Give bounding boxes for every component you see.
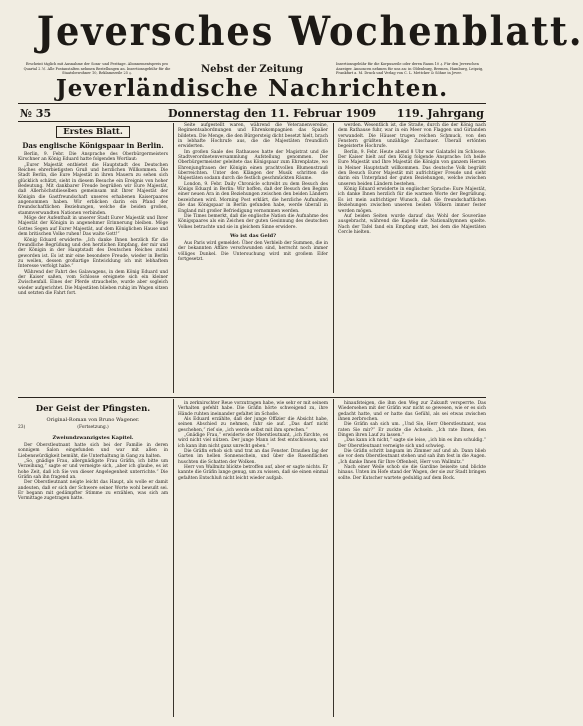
paragraph: Nach einer Weile schob sie die Gardine beiseite und blickte hinaus. Unten im Hofe stand der Wagen, der sie zur Stadt bringen sollte. Der Kutscher wartete geduldig auf dem Bock.: [338, 465, 486, 481]
paragraph: Möge der Aufenthalt in unserer Stadt Eurer Majestät und Ihrer Majestät der Königin in angenehmer Erinnerung bleiben. Möge Gottes Segen auf Eurer Majestät, auf dem Königlichen Hause und dem britischen Volke ruhen! Das walte Gott!“: [18, 216, 168, 238]
paragraph: Seite aufgestellt waren, während die Veteranenvereine, Regimentsabordnungen und Ehrenkompagnien das Spalier bildeten. Die Menge, die den Bürgersteig dicht besetzt hielt, brach in lebhafte Hochrufe aus, die die Majestäten freundlich erwiderten.: [178, 123, 328, 150]
feuilleton-rule: [18, 397, 486, 398]
column-1: [18, 123, 168, 395]
feuilleton-column-1: [18, 401, 168, 716]
continuation-note: (Fortsetzung.): [77, 425, 109, 430]
issue-bar: [18, 105, 486, 121]
feuilleton-column-2: [178, 401, 328, 716]
issue-year: 119. Jahrgang: [396, 107, 484, 120]
paragraph: Die Gräfin sah sich um. „Und Sie, Herr Oberstleutnant, was raten Sie mir?“ Er zuckte die Achseln. „Ich rate Ihnen, den Dingen ihren Lauf zu lassen.“: [338, 422, 486, 439]
paragraph: werden. Wesentlich ist, die Straße, durch die der König nach dem Rathause fuhr, war in ein Meer von Flaggen und Girlanden verwandelt. Die Häuser trugen reichen Schmuck, von den Fenstern grüßten unzählige Zuschauer. Überall ertönten begeisterte Hochrufe.: [338, 123, 486, 150]
column-divider: [173, 399, 174, 717]
paragraph: in zerknirschter Reue vorzutragen habe, wie sehr er mit seinem Verhalten gefehlt habe. Die Gräfin hörte schweigend zu, ihre Hände ruhten ineinander gefaltet im Schoße.: [178, 401, 328, 417]
paragraph: hinaufsteigen, die ihm den Weg zur Zukunft versperrte. Das Wiedersehen mit der Gräfin war nicht so gewesen, wie er es sich gedacht hatte, und er hatte das Gefühl, als sei etwas zwischen ihnen zerbrochen.: [338, 401, 486, 423]
column-3: [338, 123, 486, 395]
serial-title: Der Geist der Pfingsten.: [35, 404, 151, 414]
serial-number: 23): [18, 425, 26, 430]
column-divider: [173, 123, 174, 393]
paragraph: Aus Paris wird gemeldet: Über den Verbleib der Summen, die in der bekannten Affäre verschwunden sind, herrscht noch immer völliges Dunkel. Die Untersuchung wird mit großem Eifer fortgesetzt.: [178, 240, 328, 262]
column-divider: [333, 399, 334, 717]
column-2: [178, 123, 328, 395]
newspaper-title: Jeversches Wochenblatt.: [36, 8, 583, 55]
paragraph: König Eduard erwiderte in englischer Sprache: Eure Majestät, ich danke Ihnen herzlich für die warmen Worte der Begrüßung. Es ist mein aufrichtiger Wunsch, daß die freundschaftlichen Beziehungen zwischen unseren beiden Völkern immer fester werden mögen.: [338, 187, 486, 214]
chapter-heading: Zweiundzwanzigstes Kapitel.: [52, 435, 134, 441]
paragraph: Berlin, 9. Febr. Die Ansprache des Oberbürgermeisters Kirschner an König Eduard hatte folgenden Wortlaut:: [18, 152, 168, 163]
issue-number: № 35: [20, 107, 52, 120]
newspaper-page: [8, 6, 583, 720]
paragraph: Herr von Wallmitz blickte betroffen auf, aber er sagte nichts. Er kannte die Gräfin lange genug, um zu wissen, daß sie einen einmal gefaßten Entschluß nicht leicht wieder aufgab.: [178, 465, 328, 481]
column-divider: [333, 123, 334, 393]
rule-top: [18, 103, 486, 104]
issue-date: Donnerstag den 11. Februar 1909: [168, 107, 377, 120]
paragraph: London, 9. Febr. Daily Chronicle schreibt zu dem Besuch des Königs Eduard in Berlin: Wir hoffen, daß der Besuch den Beginn einer neuen Ära in den Beziehungen zwischen den beiden Ländern bezeichnen wird. Morning Post erklärt, die herzliche Aufnahme, die das Königspaar in Berlin gefunden habe, werde überall in England mit großer Befriedigung vernommen werden.: [178, 181, 328, 214]
nebst-der-zeitung: Nebst der Zeitung: [201, 64, 303, 75]
section-heading: Erstes Blatt.: [56, 126, 130, 138]
paragraph: Die Gräfin schritt langsam im Zimmer auf und ab. Dann blieb sie vor dem Oberstleutnant stehen und sah ihm fest in die Augen. „Ich danke Ihnen für Ihre Offenheit, Herr von Wallmitz.“: [338, 449, 486, 465]
paragraph: „So, gnädige Frau, allergnädigste Frau Gräfin, ich bitte um Verzeihung,“ sagte er und verneigte sich, „aber ich glaube, es ist hohe Zeit, daß ich Sie von dieser Angelegenheit unterrichte.“ Die Gräfin sah ihn fragend an.: [18, 459, 168, 481]
article-headline-koenigspaar: Das englische Königspaar in Berlin.: [22, 141, 164, 150]
insertion-info: Insertionsgebühr für die Korpuszeile oder deren Raum 10 ₰. Für den Jeverschen Anzeiger. Annoncen nehmen für uns an: in Oldenburg, Bremen, Hamburg, Leipzig, Frankfurt a. M. Druck und Verlag von C. L. Mettcker & Söhne in Jever.: [336, 62, 484, 76]
serial-byline: Original-Roman von Bruno Wagener.: [46, 417, 140, 423]
paragraph: Auf beiden Seiten wurde darauf das Wohl der Souveräne ausgebracht, während die Kapelle die Nationalhymnen spielte. Nach der Tafel fand ein Empfang statt, bei dem die Majestäten Cercle hielten.: [338, 213, 486, 235]
paragraph: Berlin, 9. Febr. Heute abend 8 Uhr war Galatafel im Schlosse. Der Kaiser hielt auf den König folgende Ansprache: Ich heiße Eure Majestät und Ihre Majestät die Königin von ganzem Herzen in Meiner Hauptstadt willkommen. Das deutsche Volk begrüßt den Besuch Eurer Majestät mit aufrichtiger Freude und sieht darin ein Unterpfand der guten Beziehungen, welche zwischen unseren beiden Ländern bestehen.: [338, 149, 486, 187]
feuilleton-column-3: [338, 401, 486, 716]
paragraph: „Das kann ich nicht,“ sagte sie leise, „ich bin es ihm schuldig.“ Der Oberstleutnant verneigte sich und schwieg.: [338, 438, 486, 449]
subscription-info: Erscheint täglich mit Ausnahme der Sonn- und Festtage. Abonnementspreis pro Quartal 2 ℳ. Alle Postanstalten nehmen Bestellungen an. Insertionsgebühr für die Staatsbewohner 10, Reklamezeile 25 ₰.: [23, 62, 171, 76]
paragraph: Im großen Saale des Rathauses hatte der Magistrat und die Stadtverordnetenversammlung Aufstellung genommen. Der Oberbürgermeister geleitete das Königspaar zum Ehrenplatze, wo Ehrenjungfrauen der Königin einen prachtvollen Blumenstrauß überreichten. Unter den Klängen der Musik schritten die Majestäten sodann durch die festlich geschmückten Räume.: [178, 149, 328, 182]
paragraph: Die Times bemerkt, daß die englische Nation die Aufnahme des Königspaares als ein Zeichen der guten Gesinnung des deutschen Volkes betrachte und sie in gleichem Sinne erwidere.: [178, 213, 328, 230]
newspaper-subtitle: Jeverländische Nachrichten.: [55, 75, 449, 102]
paragraph: Der Oberstleutnant hatte sich bei der Familie in deren sonnigem Salon eingefunden und war mit allen in Liebenswürdigkeit bemüht, die Unterhaltung in Gang zu halten.: [18, 443, 168, 459]
paragraph: König Eduard erwiderte: „Ich danke Ihnen herzlich für die freundliche Begrüßung und den herzlichen Empfang, der mir und der Königin in der Hauptstadt des Deutschen Reiches zuteil geworden ist. Es ist mir eine besondere Freude, wieder in Berlin zu weilen, dessen großartige Entwicklung ich mit lebhaftem Interesse verfolgt habe.“: [18, 237, 168, 270]
paragraph: Die Gräfin erhob sich und trat an das Fenster. Draußen lag der Garten im hellen Sonnenschein, und über die Rasenflächen huschten die Schatten der Wolken.: [178, 449, 328, 465]
paragraph: Der Oberstleutnant neigte leicht das Haupt, als wolle er damit andeuten, daß er sich der Schwere seiner Worte wohl bewußt sei. Er begann mit gedämpfter Stimme zu erzählen, was sich am Vormittage zugetragen hatte.: [18, 480, 168, 502]
masthead: [18, 8, 583, 76]
paragraph: „Eurer Majestät entbietet die Hauptstadt des Deutschen Reiches ehrerbietigsten Gruß und herzlichen Willkommen. Die Stadt Berlin, die Eure Majestät in ihren Mauern zu sehen sich glücklich schätzt, sieht in diesem Besuche ein Ereignis von hoher Bedeutung. Mit dankbarer Freude begrüßen wir Eure Majestät, daß Allerhöchstdieselben gemeinsam mit Ihrer Majestät der Königin die Gastfreundschaft unseres erhabenen Kaiserpaares angenommen haben. Wir erblicken darin ein Pfand der freundschaftlichen Beziehungen, welche die beiden großen, stammverwandten Nationen verbinden.: [18, 162, 168, 216]
paragraph: „Gnädige Frau,“ erwiderte der Oberstleutnant, „ich fürchte, es wird nicht viel nützen. Der junge Mann ist fest entschlossen, und ich kann ihm nicht ganz unrecht geben.“: [178, 433, 328, 449]
rule-bottom: [18, 121, 486, 122]
article-headline-geld: Wo ist das Geld?: [229, 232, 277, 239]
paragraph: Während der Fahrt des Galawagens, in dem König Eduard und der Kaiser saßen, vom Schlosse ereignete sich ein kleiner Zwischenfall. Eines der Pferde strauchelte, wurde aber sogleich wieder aufgerichtet. Die Majestäten blieben ruhig im Wagen sitzen und setzten die Fahrt fort.: [18, 269, 168, 296]
paragraph: Als Eduard erzählte, daß der junge Offizier die Absicht habe, seinen Abschied zu nehmen, fuhr sie auf. „Das darf nicht geschehen,“ rief sie, „ich werde selbst mit ihm sprechen.“: [178, 417, 328, 433]
